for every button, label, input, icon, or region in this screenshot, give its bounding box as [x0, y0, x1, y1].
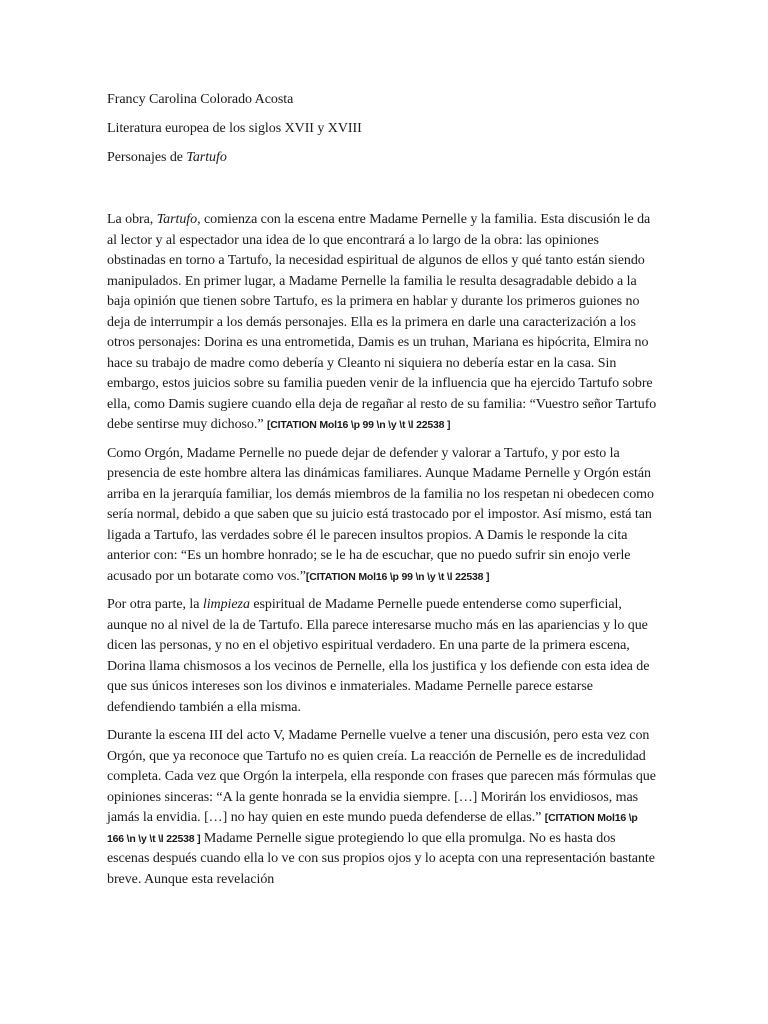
paragraph-text: Como Orgón, Madame Pernelle no puede dejar de defender y valorar a Tartufo, y por esto la presencia de este hombre altera las dinámicas familiares. Aunque Madame Pernelle y Orgón están arriba en la jerarquía familiar, los demás miembros de la familia no los respetan ni obedecen como sería normal, debido a que saben que su juicio está trastocado por el impostor. Así mismo, está tan ligada a Tartufo, las verdades sobre él le parecen insultos propios. A Damis le responde la cita anterior con: “Es un hombre honrado; se le ha de escuchar, que no puedo sufrir sin enojo verle acusado por un botarate como vos.” — [107, 445, 654, 584]
paragraph — [107, 595, 657, 718]
paragraph-text: Madame Pernelle sigue protegiendo lo que ella promulga. No es hasta dos escenas después cuando ella lo ve con sus propios ojos y lo acepta con una representación bastante breve. Aunque esta revelación — [107, 830, 655, 887]
paragraph-text: Durante la escena III del acto V, Madame Pernelle vuelve a tener una discusión, pero esta vez con Orgón, que ya reconoce que Tartufo no es quien creía. La reacción de Pernelle es de incredulidad completa. Cada vez que Orgón la interpela, ella responde con frases que parecen más fórmulas que opiniones sinceras: “A la gente honrada se la envidia siempre. […] Morirán los envidiosos, mas jamás la envidia. […] no hay quien en este mundo pueda defenderse de ellas.” — [107, 728, 656, 825]
citation-field: [CITATION Mol16 \p 99 \n \y \t \l 22538 ] — [266, 419, 451, 431]
citation-field: [CITATION Mol16 \p 166 \n \y \t \l 22538 ] — [107, 812, 638, 845]
document-topic — [107, 148, 657, 169]
paragraph — [107, 726, 657, 890]
paragraph-text: , comienza con la escena entre Madame Pernelle y la familia. Esta discusión le da al lector y al espectador una idea de lo que encontrará a lo largo de la obra: las opiniones obstinadas en torno a Tartufo, la necesidad espiritual de algunos de ellos y qué tanto están siendo manipulados. En primer lugar, a Madame Pernelle la familia le resulta desagradable debido a la baja opinión que tienen sobre Tartufo, es la primera en hablar y durante los primeros guiones no deja de interrumpir a los demás personajes. Ella es la primera en darle una caracterización a los otros personajes: Dorina es una entrometida, Damis es un truhan, Mariana es hipócrita, Elmira no hace su trabajo de madre como debería y Cleanto ni siquiera no debería estar en la casa. Sin embargo, estos juicios sobre su familia pueden venir de la influencia que ha ejercido Tartufo sobre ella, como Damis sugiere cuando ella deja de regañar al resto de su familia: “Vuestro señor Tartufo debe sentirse muy dichoso.” — [107, 212, 657, 432]
paragraph-text: Por otra parte, la — [107, 597, 203, 612]
document-page — [107, 90, 657, 898]
italic-text: Tartufo — [156, 212, 198, 227]
header-spacer — [107, 177, 657, 210]
body-text — [107, 210, 657, 890]
author-name: Francy Carolina Colorado Acosta — [107, 92, 294, 107]
paragraph — [107, 210, 657, 436]
citation-field: [CITATION Mol16 \p 99 \n \y \t \l 22538 ] — [305, 570, 490, 583]
paragraph — [107, 444, 657, 588]
italic-text: limpieza — [202, 597, 250, 612]
course-title: Literatura europea de los siglos XVII y XVIII — [107, 121, 362, 136]
paragraph-text: espiritual de Madame Pernelle puede entenderse como superficial, aunque no al nivel de la de Tartufo. Ella parece interesarse mucho más en las apariencias y lo que dicen las personas, y no en el objetivo espiritual verdadero. En una parte de la primera escena, Dorina llama chismosos a los vecinos de Pernelle, ella los justifica y los defiende con esta idea de que sus únicos intereses son los divinos e inmateriales. Madame Pernelle parece estarse defendiendo también a ella misma. — [107, 597, 650, 715]
topic-title: Tartufo — [186, 150, 227, 165]
topic-prefix: Personajes de — [107, 150, 187, 165]
paragraph-text: La obra, — [107, 212, 157, 227]
